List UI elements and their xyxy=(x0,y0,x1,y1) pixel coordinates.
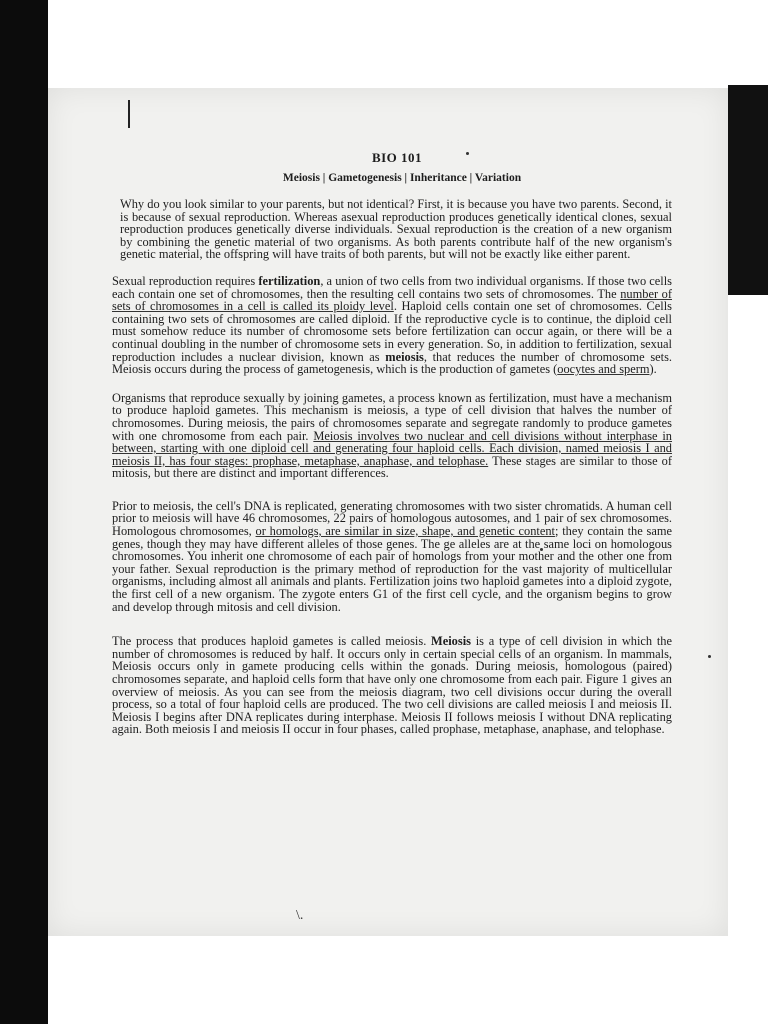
p2-underlined-gametes: oocytes and sperm xyxy=(557,362,650,377)
scan-dark-border-left xyxy=(0,0,48,1024)
pen-mark xyxy=(128,100,130,128)
p2-underlined-ploidy: number of sets of chromosomes in a cell is called its ploidy level xyxy=(112,286,672,314)
p2-text-a: Sexual reproduction requires xyxy=(112,273,259,288)
p2-term-meiosis: meiosis xyxy=(385,349,424,364)
paragraph-4 xyxy=(112,500,672,613)
p5-text-a: The process that produces haploid gametes is called meiosis. xyxy=(112,634,432,649)
scan-dark-border-right xyxy=(728,85,768,295)
paragraph-2 xyxy=(112,275,672,376)
p3-text-a: Organisms that reproduce sexually by joining gametes, a process known as fertilization, must have a mechanism to produce haploid gametes. This mechanism is meiosis, a type of cell division that halves the number of chromosomes. During meiosis, the pairs of chromosomes separate and segregate randomly to produce gametes with one chromosome from each pair. xyxy=(112,390,672,443)
paragraph-3 xyxy=(112,392,672,480)
course-title: BIO 101 xyxy=(371,150,423,165)
p5-text-c: is a type of cell division in which the number of chromosomes is reduced by half. It occurs only in certain special cells of an organism. In mammals, Meiosis occurs only in gamete producing cells within the gonads. During meiosis, homologous (paired) chromosomes separate, and haploid cells form that have only one chromosome from each pair. Figure 1 gives an overview of meiosis. As you can see from the meiosis diagram, two cell divisions occur during the overall process, so a total of four haploid cells are produced. The two cell divisions are called meiosis I and meiosis II. Meiosis I begins after DNA replicates during interphase. Meiosis II follows meiosis I without DNA replicating again. Both meiosis I and meiosis II occur in four phases, called prophase, metaphase, anaphase, and telophase. xyxy=(112,634,672,737)
p2-text-c: , a union of two cells from two individual organisms. If those two cells each contain one set of chromosomes, then the resulting cell contains two sets of chromosomes. The xyxy=(112,273,673,301)
scan-top-margin xyxy=(48,0,768,85)
footer-pen-mark: \. xyxy=(296,908,304,923)
topic-subtitle: Meiosis | Gametogenesis | Inheritance | Variation xyxy=(282,172,522,184)
document-body xyxy=(112,150,672,736)
p4-text-a: Prior to meiosis, the cell's DNA is replicated, generating chromosomes with two sister chromatids. A human cell prior to meiosis will have 46 chromosomes, 22 pairs of homologous autosomes, and 1 pair of sex chromosomes. Homologous chromosomes, xyxy=(112,498,672,539)
p2-term-fertilization: fertilization xyxy=(258,273,321,288)
p2-text-e: . Haploid cells contain one set of chromosomes. Cells containing two sets of chromosomes are called diploid. If the reproductive cycle is to continue, the diploid cell must somehow reduce its number of chromosome sets before fertilization can occur again, or there will be a continual doubling in the number of chromosome sets in every generation. So, in addition to fertilization, sexual reproduction includes a nuclear division, known as xyxy=(112,299,672,364)
speck xyxy=(708,655,711,658)
p2-text-i: ). xyxy=(649,362,657,377)
p3-text-c: These stages are similar to those of mitosis, but there are distinct and important differences. xyxy=(112,453,672,481)
p2-text-g: , that reduces the number of chromosome sets. Meiosis occurs during the process of gametogenesis, which is the production of gametes ( xyxy=(112,349,672,377)
paragraph-1: Why do you look similar to your parents, but not identical? First, it is because you have two parents. Second, it is because of sexual reproduction. Whereas asexual reproduction produces genetically identical clones, sexual reproduction produces genetically diverse individuals. Sexual reproduction is the creation of a new organism by combining the genetic material of two organisms. As both parents contribute half of the new organism's genetic material, the offspring will have traits of both parents, but will not be exactly like either parent. xyxy=(120,197,672,262)
p5-term-meiosis: Meiosis xyxy=(431,634,471,649)
p3-underlined-divisions: Meiosis involves two nuclear and cell divisions without interphase in between, starting with one diploid cell and generating four haploid cells. Each division, named meiosis I and meiosis II, has four stages: prophase, metaphase, anaphase, and telophase. xyxy=(112,428,672,468)
paragraph-5 xyxy=(112,635,672,736)
p4-text-c: ; they contain the same genes, though they may have different alleles of those genes. The ge alleles are at the same loci on homologous chromosomes. You inherit one chromosome of each pair of homologs from your mother and the other one from your father. Sexual reproduction is the primary method of reproduction for the vast majority of multicellular organisms, including almost all animals and plants. Fertilization joins two haploid gametes into a diploid zygote, the first cell of a new organism. The zygote enters G1 of the first cell cycle, and the organism begins to grow and develop through mitosis and cell division. xyxy=(112,524,672,614)
p4-underlined-homologs: or homologs, are similar in size, shape, and genetic content xyxy=(255,524,555,539)
